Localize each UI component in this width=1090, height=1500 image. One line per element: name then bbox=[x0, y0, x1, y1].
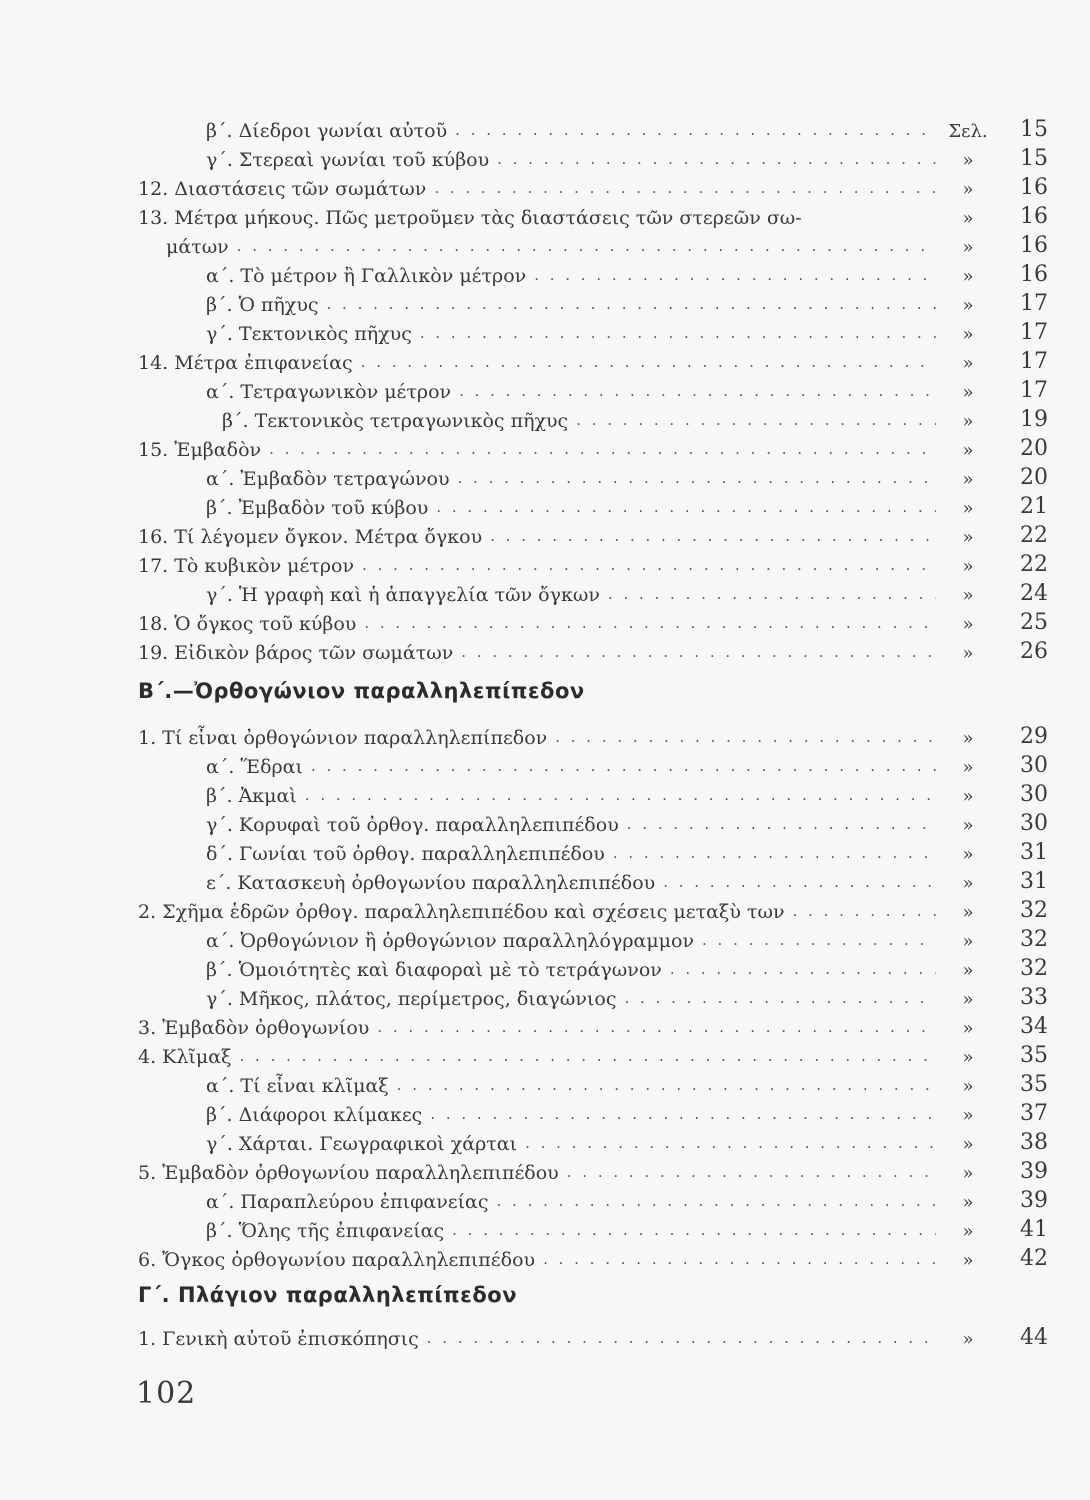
toc-leader-dots bbox=[567, 1165, 936, 1180]
ditto-mark: » bbox=[962, 208, 974, 229]
toc-entry bbox=[138, 777, 1048, 806]
toc-entry-title: β΄. Δίεδροι γωνίαι αὐτοῦ bbox=[206, 120, 448, 142]
toc-entry-page: 30 bbox=[1020, 782, 1048, 807]
ditto-mark: » bbox=[962, 585, 974, 606]
toc-entry-title: 3. Ἐμβαδὸν ὀρθογωνίου bbox=[138, 1017, 370, 1039]
toc-entry-title: 1. Τί εἶναι ὀρθογώνιον παραλληλεπίπεδον bbox=[138, 727, 548, 749]
ditto-mark: » bbox=[962, 179, 974, 200]
toc-entry bbox=[138, 835, 1048, 864]
toc-entry-page: 42 bbox=[1020, 1246, 1048, 1271]
ditto-mark: » bbox=[962, 614, 974, 635]
ditto-mark: » bbox=[962, 1047, 974, 1068]
toc-entry-title: α΄. Ἐμβαδὸν τετραγώνου bbox=[206, 468, 450, 490]
toc-entry-page: 32 bbox=[1020, 956, 1048, 981]
ditto-mark: » bbox=[962, 786, 974, 807]
toc-entry-page: 32 bbox=[1020, 898, 1048, 923]
toc-entry-title: β΄. Διάφοροι κλίμακες bbox=[206, 1104, 423, 1126]
toc-entry bbox=[138, 922, 1048, 951]
toc-leader-dots bbox=[377, 1020, 936, 1035]
toc-entry bbox=[138, 1096, 1048, 1125]
toc-leader-dots bbox=[430, 1107, 936, 1122]
toc-leader-dots bbox=[427, 1331, 936, 1346]
toc-entry-page: 33 bbox=[1020, 985, 1048, 1010]
toc-leader-dots bbox=[497, 152, 936, 167]
toc-entry-title: μάτων bbox=[166, 236, 229, 258]
toc-entry-title: 16. Τί λέγομεν ὄγκον. Μέτρα ὄγκου bbox=[138, 526, 483, 548]
toc-entry-title: 6. Ὄγκος ὀρθογωνίου παραλληλεπιπέδου bbox=[138, 1249, 536, 1271]
toc-entry-title: 13. Μέτρα μήκους. Πῶς μετροῦμεν τὰς διαστάσεις τῶν στερεῶν σω- bbox=[138, 207, 802, 229]
toc-entry bbox=[138, 1038, 1048, 1067]
ditto-mark: » bbox=[962, 498, 974, 519]
ditto-mark: » bbox=[962, 440, 974, 461]
toc-leader-dots bbox=[555, 730, 936, 745]
toc-entry-page: 16 bbox=[1020, 175, 1048, 200]
ditto-mark: » bbox=[962, 902, 974, 923]
toc-entry bbox=[138, 893, 1048, 922]
ditto-mark: » bbox=[962, 1105, 974, 1126]
toc-leader-dots bbox=[397, 1078, 936, 1093]
toc-leader-dots bbox=[458, 471, 936, 486]
section-heading-c: Γ΄. Πλάγιον παραλληλεπίπεδον bbox=[138, 1283, 518, 1307]
ditto-mark: » bbox=[962, 989, 974, 1010]
toc-entry-page: 39 bbox=[1020, 1159, 1048, 1184]
toc-entry-title: δ΄. Γωνίαι τοῦ ὀρθογ. παραλληλεπιπέδου bbox=[206, 843, 605, 865]
toc-entry-title: ε΄. Κατασκευὴ ὀρθογωνίου παραλληλεπιπέδου bbox=[206, 872, 656, 894]
toc-entry bbox=[138, 518, 1048, 547]
toc-entry-title: 15. Ἐμβαδὸν bbox=[138, 439, 262, 461]
ditto-mark: » bbox=[962, 815, 974, 836]
toc-entry bbox=[138, 864, 1048, 893]
toc-entry bbox=[138, 951, 1048, 980]
toc-entry-title: β΄. Ἀκμαὶ bbox=[206, 785, 297, 807]
toc-entry-title: α΄. Ἕδραι bbox=[206, 756, 303, 778]
toc-entry bbox=[138, 1212, 1048, 1241]
ditto-mark: » bbox=[962, 324, 974, 345]
toc-entry bbox=[138, 344, 1048, 373]
ditto-mark: » bbox=[962, 1329, 974, 1350]
toc-entry-page: 22 bbox=[1020, 523, 1048, 548]
ditto-mark: » bbox=[962, 150, 974, 171]
ditto-mark: » bbox=[962, 266, 974, 287]
toc-entry bbox=[138, 1183, 1048, 1212]
toc-entry bbox=[138, 576, 1048, 605]
toc-group-a bbox=[138, 112, 1048, 663]
toc-entry-title: 14. Μέτρα ἐπιφανείας bbox=[138, 352, 353, 374]
toc-entry-title: γ΄. Ἡ γραφὴ καὶ ἡ ἀπαγγελία τῶν ὄγκων bbox=[206, 584, 600, 606]
toc-entry bbox=[138, 170, 1048, 199]
toc-entry-page: 20 bbox=[1020, 465, 1048, 490]
ditto-mark: » bbox=[962, 1163, 974, 1184]
ditto-mark: » bbox=[962, 873, 974, 894]
toc-entry bbox=[138, 1320, 1048, 1349]
toc-entry-title: β΄. Ὁ πῆχυς bbox=[206, 294, 319, 316]
ditto-mark: » bbox=[962, 844, 974, 865]
toc-leader-dots bbox=[361, 355, 936, 370]
toc-entry-page: 26 bbox=[1020, 639, 1048, 664]
toc-entry-title: 19. Εἰδικὸν βάρος τῶν σωμάτων bbox=[138, 642, 454, 664]
ditto-mark: » bbox=[962, 382, 974, 403]
toc-entry bbox=[138, 980, 1048, 1009]
ditto-mark: » bbox=[962, 931, 974, 952]
toc-leader-dots bbox=[576, 413, 936, 428]
toc-leader-dots bbox=[420, 326, 936, 341]
toc-leader-dots bbox=[434, 181, 936, 196]
toc-entry-page: 17 bbox=[1020, 349, 1048, 374]
ditto-mark: » bbox=[962, 295, 974, 316]
toc-entry bbox=[138, 141, 1048, 170]
toc-leader-dots bbox=[237, 239, 936, 254]
toc-entry-page: 39 bbox=[1020, 1188, 1048, 1213]
toc-entry bbox=[138, 1067, 1048, 1096]
toc-entry-title: α΄. Ὀρθογώνιον ἢ ὀρθογώνιον παραλληλόγραμμον bbox=[206, 930, 695, 952]
toc-entry-title: β΄. Ὅλης τῆς ἐπιφανείας bbox=[206, 1220, 445, 1242]
toc-leader-dots bbox=[362, 558, 936, 573]
toc-entry-title: β΄. Τεκτονικὸς τετραγωνικὸς πῆχυς bbox=[222, 410, 569, 432]
table-of-contents bbox=[138, 112, 1048, 1349]
toc-entry bbox=[138, 112, 1048, 141]
ditto-mark: » bbox=[962, 411, 974, 432]
toc-entry-title: β΄. Ἐμβαδὸν τοῦ κύβου bbox=[206, 497, 429, 519]
toc-entry-page: 34 bbox=[1020, 1014, 1048, 1039]
ditto-mark: » bbox=[962, 1250, 974, 1271]
ditto-mark: » bbox=[962, 757, 974, 778]
toc-leader-dots bbox=[534, 268, 936, 283]
toc-leader-dots bbox=[543, 1252, 936, 1267]
ditto-mark: » bbox=[962, 1018, 974, 1039]
toc-entry-page: 15 bbox=[1020, 117, 1048, 142]
page-label: Σελ. bbox=[948, 121, 988, 142]
toc-entry-page: 15 bbox=[1020, 146, 1048, 171]
toc-leader-dots bbox=[624, 991, 936, 1006]
toc-leader-dots bbox=[240, 1049, 937, 1064]
toc-entry bbox=[138, 199, 1048, 228]
toc-leader-dots bbox=[311, 759, 936, 774]
toc-leader-dots bbox=[702, 933, 936, 948]
toc-entry bbox=[138, 460, 1048, 489]
toc-entry-page: 17 bbox=[1020, 320, 1048, 345]
toc-entry-page: 17 bbox=[1020, 378, 1048, 403]
ditto-mark: » bbox=[962, 237, 974, 258]
toc-entry-page: 17 bbox=[1020, 291, 1048, 316]
toc-entry-title: α΄. Τετραγωνικὸν μέτρον bbox=[206, 381, 452, 403]
toc-entry-page: 35 bbox=[1020, 1043, 1048, 1068]
toc-entry bbox=[138, 806, 1048, 835]
toc-entry-title: 1. Γενικὴ αὐτοῦ ἐπισκόπησις bbox=[138, 1328, 419, 1350]
ditto-mark: » bbox=[962, 469, 974, 490]
toc-entry-page: 30 bbox=[1020, 753, 1048, 778]
toc-leader-dots bbox=[364, 616, 936, 631]
toc-entry bbox=[138, 257, 1048, 286]
toc-entry-title: β΄. Ὁμοιότητὲς καὶ διαφοραὶ μὲ τὸ τετράγωνον bbox=[206, 959, 662, 981]
toc-entry bbox=[138, 315, 1048, 344]
toc-leader-dots bbox=[459, 384, 936, 399]
toc-leader-dots bbox=[327, 297, 936, 312]
toc-leader-dots bbox=[436, 500, 936, 515]
toc-entry bbox=[138, 402, 1048, 431]
toc-leader-dots bbox=[455, 123, 936, 138]
ditto-mark: » bbox=[962, 960, 974, 981]
toc-entry-title: 17. Τὸ κυβικὸν μέτρον bbox=[138, 555, 355, 577]
ditto-mark: » bbox=[962, 728, 974, 749]
section-heading-b: Β΄.—Ὀρθογώνιον παραλληλεπίπεδον bbox=[138, 679, 585, 703]
toc-entry-page: 16 bbox=[1020, 204, 1048, 229]
toc-entry-title: γ΄. Στερεαὶ γωνίαι τοῦ κύβου bbox=[206, 149, 490, 171]
toc-entry-page: 30 bbox=[1020, 811, 1048, 836]
ditto-mark: » bbox=[962, 556, 974, 577]
toc-entry-page: 22 bbox=[1020, 552, 1048, 577]
toc-entry bbox=[138, 228, 1048, 257]
toc-entry-title: 5. Ἐμβαδὸν ὀρθογωνίου παραλληλεπιπέδου bbox=[138, 1162, 559, 1184]
toc-leader-dots bbox=[670, 962, 936, 977]
toc-entry-page: 16 bbox=[1020, 233, 1048, 258]
toc-entry-page: 31 bbox=[1020, 840, 1048, 865]
toc-entry-title: 4. Κλῖμαξ bbox=[138, 1046, 232, 1068]
toc-entry-page: 41 bbox=[1020, 1217, 1048, 1242]
toc-entry bbox=[138, 1009, 1048, 1038]
toc-leader-dots bbox=[608, 587, 936, 602]
toc-group-b bbox=[138, 719, 1048, 1270]
toc-entry bbox=[138, 489, 1048, 518]
toc-entry bbox=[138, 373, 1048, 402]
toc-entry-title: γ΄. Χάρται. Γεωγραφικοὶ χάρται bbox=[206, 1133, 518, 1155]
toc-leader-dots bbox=[452, 1223, 936, 1238]
toc-group-c bbox=[138, 1320, 1048, 1349]
toc-leader-dots bbox=[613, 846, 936, 861]
toc-entry-page: 16 bbox=[1020, 262, 1048, 287]
toc-entry bbox=[138, 719, 1048, 748]
toc-entry-page: 21 bbox=[1020, 494, 1048, 519]
toc-entry-page: 37 bbox=[1020, 1101, 1048, 1126]
toc-entry bbox=[138, 1154, 1048, 1183]
toc-entry bbox=[138, 748, 1048, 777]
toc-entry bbox=[138, 1125, 1048, 1154]
toc-leader-dots bbox=[525, 1136, 936, 1151]
toc-entry bbox=[138, 547, 1048, 576]
toc-entry-page: 35 bbox=[1020, 1072, 1048, 1097]
ditto-mark: » bbox=[962, 1076, 974, 1097]
toc-leader-dots bbox=[461, 645, 936, 660]
toc-leader-dots bbox=[490, 529, 936, 544]
toc-entry-page: 24 bbox=[1020, 581, 1048, 606]
ditto-mark: » bbox=[962, 1221, 974, 1242]
toc-leader-dots bbox=[269, 442, 936, 457]
toc-entry-title: 2. Σχῆμα ἑδρῶν ὀρθογ. παραλληλεπιπέδου καὶ σχέσεις μεταξὺ των bbox=[138, 901, 785, 923]
toc-entry-page: 19 bbox=[1020, 407, 1048, 432]
ditto-mark: » bbox=[962, 527, 974, 548]
ditto-mark: » bbox=[962, 643, 974, 664]
toc-entry-page: 25 bbox=[1020, 610, 1048, 635]
toc-entry-page: 32 bbox=[1020, 927, 1048, 952]
toc-entry bbox=[138, 431, 1048, 460]
toc-entry-title: α΄. Παραπλεύρου ἐπιφανείας bbox=[206, 1191, 489, 1213]
toc-leader-dots bbox=[305, 788, 936, 803]
toc-leader-dots bbox=[793, 904, 936, 919]
toc-entry-title: α΄. Τί εἶναι κλῖμαξ bbox=[206, 1075, 389, 1097]
toc-entry bbox=[138, 286, 1048, 315]
toc-entry bbox=[138, 1241, 1048, 1270]
toc-leader-dots bbox=[497, 1194, 936, 1209]
toc-leader-dots bbox=[663, 875, 936, 890]
ditto-mark: » bbox=[962, 1134, 974, 1155]
page-number: 102 bbox=[136, 1376, 197, 1411]
toc-entry-page: 44 bbox=[1020, 1325, 1048, 1350]
toc-entry-title: α΄. Τὸ μέτρον ἢ Γαλλικὸν μέτρον bbox=[206, 265, 527, 287]
toc-leader-dots bbox=[627, 817, 936, 832]
toc-entry-title: 18. Ὁ ὄγκος τοῦ κύβου bbox=[138, 613, 357, 635]
toc-entry-page: 20 bbox=[1020, 436, 1048, 461]
toc-entry-page: 31 bbox=[1020, 869, 1048, 894]
toc-entry-title: γ΄. Κορυφαὶ τοῦ ὀρθογ. παραλληλεπιπέδου bbox=[206, 814, 619, 836]
toc-entry-page: 29 bbox=[1020, 724, 1048, 749]
toc-entry bbox=[138, 605, 1048, 634]
ditto-mark: » bbox=[962, 353, 974, 374]
ditto-mark: » bbox=[962, 1192, 974, 1213]
toc-entry-title: γ΄. Τεκτονικὸς πῆχυς bbox=[206, 323, 412, 345]
toc-entry-title: 12. Διαστάσεις τῶν σωμάτων bbox=[138, 178, 427, 200]
toc-entry-title: γ΄. Μῆκος, πλάτος, περίμετρος, διαγώνιος bbox=[206, 988, 617, 1010]
toc-entry bbox=[138, 634, 1048, 663]
toc-entry-page: 38 bbox=[1020, 1130, 1048, 1155]
